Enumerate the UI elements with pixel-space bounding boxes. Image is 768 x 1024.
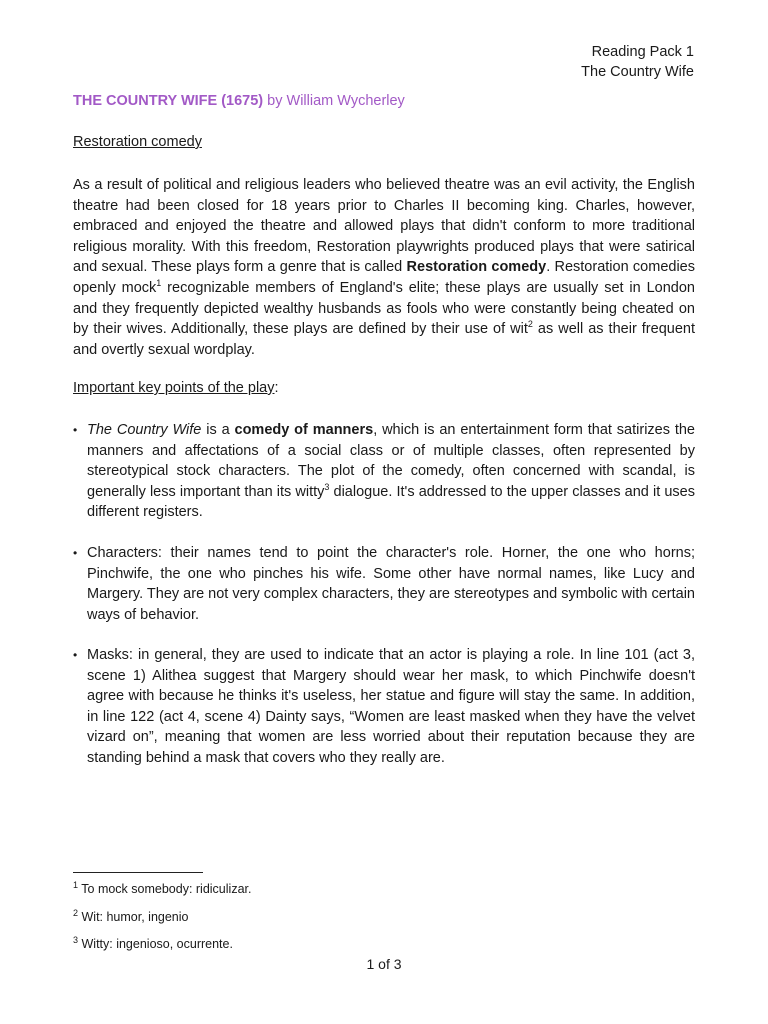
title-main: THE COUNTRY WIFE (1675) xyxy=(73,93,264,109)
bullet-1-text-b: , which is an entertainment form that satirizes the manners and affectations of a social class or of multiple classes, often represented by stereotypical stock characters. The plot of the comedy, often concerned with scandal, is generally less important than its witty xyxy=(87,422,696,500)
para1-text-d: as well as their frequent and overtly sexual wordplay. xyxy=(73,321,695,358)
footnote-2-number: 2 xyxy=(73,907,79,918)
para1-text-c: recognizable members of England's elite; these plays are usually set in London and they frequently depicted wealthy husbands as fools who were constantly being cheated on by their wives. Additionally, these plays are defined by their use of wit xyxy=(73,279,695,338)
bullet-dot: • xyxy=(73,546,78,560)
document-title xyxy=(73,93,405,109)
section-heading-key-points xyxy=(73,380,279,396)
footnote-ref-1: 1 xyxy=(156,278,162,289)
header-line-2: The Country Wife xyxy=(581,64,694,80)
bullet-dot: • xyxy=(73,423,78,437)
footnote-separator xyxy=(73,872,203,873)
footnote-1-number: 1 xyxy=(73,879,79,890)
paragraph-restoration xyxy=(73,175,695,360)
bullet-comedy-of-manners xyxy=(73,420,695,523)
bullet-masks xyxy=(73,645,695,769)
key-points-heading-text: Important key points of the play xyxy=(73,380,275,396)
bullet-1-text-c: dialogue. It's addressed to the upper classes and it uses different registers. xyxy=(87,483,695,521)
footnote-2-text: Wit: humor, ingenio xyxy=(78,910,189,924)
bullet-1-text xyxy=(87,420,695,523)
bullet-characters xyxy=(73,543,695,625)
bullet-2-text: Characters: their names tend to point the character's role. Horner, the one who horns; Pinchwife, the one who pinches his wife. Some other have normal names, like Lucy and Margery. They are not very complex characters, they are stereotypes and symbolic with certain ways of behavior. xyxy=(87,545,695,623)
header-line-1: Reading Pack 1 xyxy=(591,44,694,60)
bullet-1-italic: The Country Wife xyxy=(87,422,202,438)
footnote-ref-2: 2 xyxy=(527,319,533,330)
page-header xyxy=(581,42,694,82)
footnote-3 xyxy=(73,934,233,951)
bullet-dot: • xyxy=(73,648,78,662)
title-byline: by William Wycherley xyxy=(263,93,405,109)
bullet-3-text: Masks: in general, they are used to indicate that an actor is playing a role. In line 101 (act 3, scene 1) Alithea suggest that Margery should wear her mask, to which Pinchwife doesn't agree with because he thinks it's useless, her statue and figure will stay the same. In addition, in line 122 (act 4, scene 4) Dainty says, “Women are least masked when they have the velvet vizard on”, meaning that women are less worried about their reputation because they are standing behind a mask that covers who they really are. xyxy=(87,647,695,766)
footnote-2 xyxy=(73,907,189,924)
para1-text-a: As a result of political and religious leaders who believed theatre was an evil activity, the English theatre had been closed for 18 years prior to Charles II becoming king. Charles, however, embraced and enjoyed the theatre and allowed plays that didn't conform to more traditional religious morality. With this freedom, Restoration playwrights produced plays that were satirical and sexual. These plays form a genre that is called xyxy=(73,177,695,276)
page-number: 1 of 3 xyxy=(366,956,402,972)
key-points-heading-colon: : xyxy=(274,380,279,396)
footnote-1-text: To mock somebody: ridiculizar. xyxy=(78,882,252,896)
bullet-1-bold: comedy of manners xyxy=(234,422,374,438)
footnote-3-text: Witty: ingenioso, ocurrente. xyxy=(78,937,233,951)
footnote-1 xyxy=(73,879,252,896)
para1-text-b: . Restoration comedies openly mock xyxy=(73,259,695,296)
bullet-1-text-a: is a xyxy=(201,422,235,438)
section-heading-restoration: Restoration comedy xyxy=(73,134,202,150)
footnote-3-number: 3 xyxy=(73,934,79,945)
para1-bold-term: Restoration comedy xyxy=(406,259,547,276)
footnote-ref-3: 3 xyxy=(324,481,330,492)
